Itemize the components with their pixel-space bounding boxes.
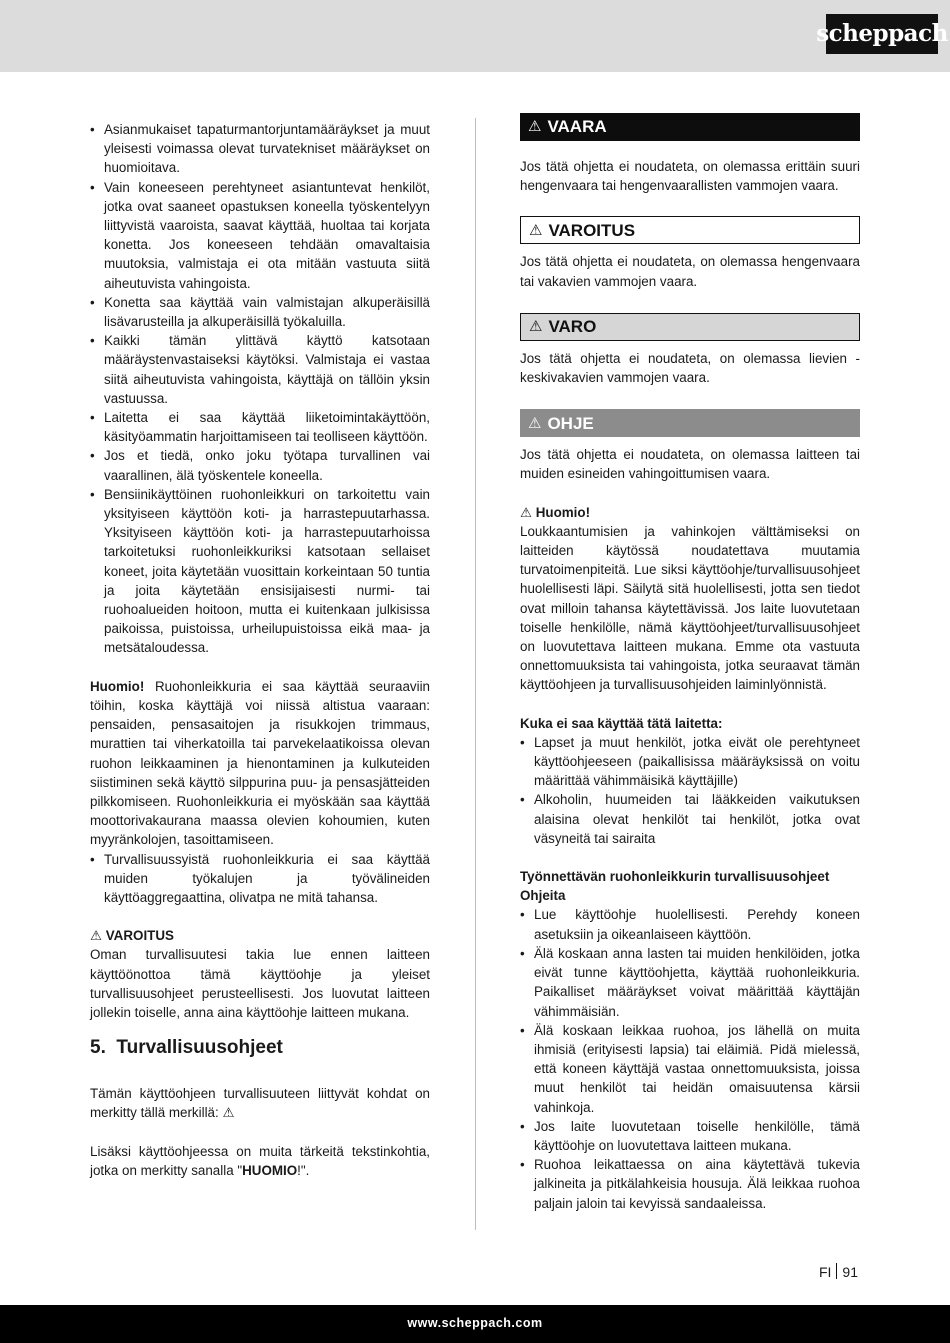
tyon-heading: Työnnettävän ruohonleikkurin turvallisuusohjeet xyxy=(520,869,830,885)
caution-text: Jos tätä ohjetta ei noudateta, on olemassa lievien - keskivakavien vammojen vaara. xyxy=(520,350,860,386)
list-item: • Lapset ja muut henkilöt, jotka eivät ole perehtyneet käyttöohjeeseen (paikallisissa määräyksissä on voitu määrittää vähimmäisikä käyttäjille) xyxy=(520,733,860,791)
rules-list xyxy=(90,120,430,658)
huomio-heading: ⚠ Huomio! xyxy=(520,504,591,520)
page-number: FI 91 xyxy=(818,1264,858,1280)
ohjeita-heading: Ohjeita xyxy=(520,888,566,904)
huomio-text: Loukkaantumisien ja vahinkojen välttämiseksi on laitteiden käytössä noudatettava muutamia turvatoimenpiteitä. Lue siksi käyttöohje/turvallisuusohjeet huolellisesti läpi. Säilytä sitä huolellisesti, jotta sen tiedot ovat milloin tahansa käytettävissä. Jos laite luovutetaan toiselle henkilölle, nämä käyttöohjeet/turvallisuusohjeet on luovutettava laitteen mukana. Emme ota vastuuta onnettomuuksista tai vahingoista, jotka seuraavat tämän käyttöohjeen ja turvallisuusohjeiden laiminlyönnistä. xyxy=(520,523,860,693)
list-item: • Älä koskaan leikkaa ruohoa, jos lähellä on muita ihmisiä (erityisesti lapsia) tai eläimiä. Pidä mielessä, että koneen käyttäjä vastaa onnettomuuksista, joissa muut henkilöt tai heidän omaisuutensa kärsii vahinkoja. xyxy=(520,1021,860,1117)
varoitus-heading: ⚠ VAROITUS xyxy=(90,928,174,944)
list-item: • Ruohoa leikattaessa on aina käytettävä tukevia jalkineita ja pitkälahkeisia housuja. Älä leikkaa ruohoa paljain jaloin tai kevyissä sandaaleissa. xyxy=(520,1155,860,1213)
kuka-heading: Kuka ei saa käyttää tätä laitetta: xyxy=(520,715,723,731)
warning-text: Jos tätä ohjetta ei noudateta, on olemassa hengenvaara tai vakavien vammojen vaara. xyxy=(520,254,860,289)
section-paragraph-2: Lisäksi käyttöohjeessa on muita tärkeitä tekstinkohtia, jotka on merkitty sanalla "HUOMIO!". xyxy=(90,1143,430,1178)
list-item: • Alkoholin, huumeiden tai lääkkeiden vaikutuksen alaisina olevat henkilöt tai henkilöt, jotka ovat väsyneitä tai sairaita xyxy=(520,790,860,848)
warning-triangle-icon: ⚠ xyxy=(528,118,542,136)
list-item: • Älä koskaan anna lasten tai muiden henkilöiden, jotka eivät tunne käyttöohjetta, käyttää ruohonleikkuria. Paikalliset määräykset voivat määrittää käyttäjän vähimmäisiän. xyxy=(520,944,860,1021)
column-divider xyxy=(475,118,476,1230)
list-item: • Lue käyttöohje huolellisesti. Perehdy koneen asetuksiin ja oikeanlaiseen käyttöön. xyxy=(520,905,860,943)
note-box: ⚠ OHJE xyxy=(520,409,860,437)
huomio-paragraph xyxy=(90,677,430,850)
footer-bar xyxy=(0,1305,950,1343)
right-column xyxy=(520,113,860,1213)
list-item: • Bensiinikäyttöinen ruohonleikkuri on tarkoitettu vain yksityiseen käyttöön koti- ja harrastepuutarhassa. Yksityiseen käyttöön koti- ja harrastepuutarhoissa tarkoitetuksi ruohonleikkuriksi katsotaan sellaiset koneet, joita käytetään vuosittain korkeintaan 50 tuntia ja joita käytetään ensisijaisesti nurmi- tai ruohoalueiden hoitoon, mutta ei kuitenkaan julkisissa paikoissa, puistoissa, urheilupuistoissa eikä maa- ja metsätaloudessa. xyxy=(90,485,430,658)
huomio-label: Huomio! xyxy=(90,678,145,694)
danger-box: ⚠ VAARA xyxy=(520,113,860,141)
list-item: • Konetta saa käyttää vain valmistajan alkuperäisillä lisävarusteilla ja alkuperäisillä työkaluilla. xyxy=(90,293,430,331)
list-item: • Laitetta ei saa käyttää liiketoimintakäyttöön, käsityöammatin harjoittamiseen tai teolliseen käyttöön. xyxy=(90,408,430,446)
safety-list xyxy=(90,850,430,908)
ohjeita-list xyxy=(520,905,860,1212)
warning-triangle-icon: ⚠ xyxy=(528,414,542,432)
left-column xyxy=(90,120,430,1180)
varoitus-text: Oman turvallisuutesi takia lue ennen laitteen käyttöönottoa tämä käyttöohje ja yleiset turvallisuusohjeet perusteellisesti. Jos luovutat laitteen jollekin toiselle, anna aina käyttöohje laitteen mukana. xyxy=(90,947,430,1020)
list-item: • Kaikki tämän ylittävä käyttö katsotaan määräystenvastaiseksi käytöksi. Valmistaja ei vastaa siitä aiheutuvista vahingoista, käyttäjä on tällöin yksin vastuussa. xyxy=(90,331,430,408)
warning-triangle-icon: ⚠ xyxy=(529,318,543,336)
danger-text: Jos tätä ohjetta ei noudateta, on olemassa erittäin suuri hengenvaara tai hengenvaarallisten vammojen vaara. xyxy=(520,159,860,194)
list-item: • Turvallisuussyistä ruohonleikkuria ei saa käyttää muiden työkalujen ja työvälineiden käyttöaggregaattina, olivatpa ne mitä tahansa. xyxy=(90,850,430,908)
section-paragraph-1: Tämän käyttöohjeen turvallisuuteen liittyvät kohdat on merkitty tällä merkillä: ⚠ xyxy=(90,1086,430,1121)
list-item: • Jos et tiedä, onko joku työtapa turvallinen vai vaarallinen, älä työskentele koneella. xyxy=(90,446,430,484)
footer-url[interactable]: www.scheppach.com xyxy=(407,1316,543,1331)
warning-triangle-icon: ⚠ xyxy=(90,928,103,944)
warning-box: ⚠ VAROITUS xyxy=(520,216,860,244)
warning-triangle-icon: ⚠ xyxy=(222,1105,235,1121)
warning-triangle-icon: ⚠ xyxy=(520,504,533,520)
header-bar xyxy=(0,0,950,72)
list-item: • Vain koneeseen perehtyneet asiantuntevat henkilöt, jotka ovat saaneet opastuksen koneella työskentelyyn liittyvistä vaaroista, saavat käyttää, huoltaa tai korjata konetta. Jos koneeseen tehdään omavaltaisia muutoksia, valmistaja ei ota mitään vastuuta siitä aiheutuvista vahingoista. xyxy=(90,178,430,293)
brand-logo: scheppach xyxy=(826,14,938,54)
huomio-text: Ruohonleikkuria ei saa käyttää seuraaviin töihin, koska käyttäjä voi niissä altistua vaaraan: pensaiden, pensasaitojen ja risukkojen trimmaus, murattien tai viherkatoilla tai parvekelaatikoissa olevan ruohon leikkaaminen ja hienontaminen ja kulkuteiden siistiminen sekä käyttö silppurina puu- ja pensasjätteiden pilkkomiseen. Ruohonleikkuria ei myöskään saa käyttää moottorivakaurana maassa olevien kohoumien, kuten myyränkolojen, tasoittamiseen. xyxy=(90,678,430,848)
list-item: • Jos laite luovutetaan toiselle henkilölle, tämä käyttöohje on luovutettava laitteen mukana. xyxy=(520,1117,860,1155)
kuka-list xyxy=(520,733,860,848)
note-text: Jos tätä ohjetta ei noudateta, on olemassa laitteen tai muiden esineiden vahingoittumisen vaara. xyxy=(520,447,860,482)
warning-triangle-icon: ⚠ xyxy=(529,221,543,239)
caution-box: ⚠ VARO xyxy=(520,313,860,341)
section-heading: 5. Turvallisuusohjeet xyxy=(90,1037,283,1059)
list-item: • Asianmukaiset tapaturmantorjuntamääräykset ja muut yleisesti voimassa olevat turvatekniset määräykset on huomioitava. xyxy=(90,120,430,178)
